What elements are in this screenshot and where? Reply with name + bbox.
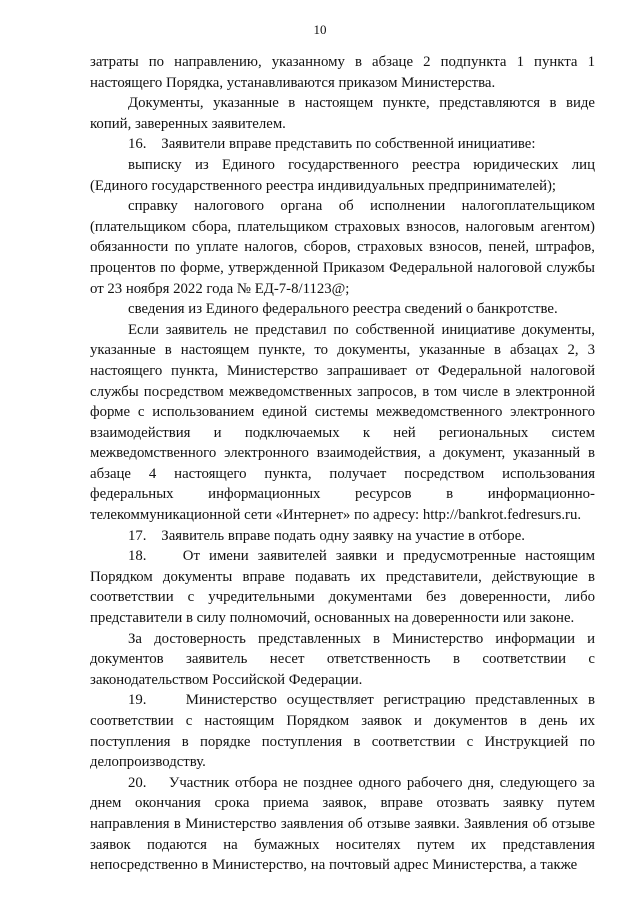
paragraph-7: Если заявитель не представил по собственной инициативе документы, указанные в настоящем пункте, то документы, указанные в абзацах 2, 3 настоящего пункта, Министерство запрашивает от Федеральной налоговой службы посредством межведомственных запросов, в том числе в электронной форме с использованием единой системы межведомственного электронного взаимодействия и подключаемых к ней региональных систем межведомственного электронного взаимодействия, а документ, указанный в абзаце 4 настоящего пункта, получает посредством использования федеральных информационных ресурсов в информационно-телекоммуникационной сети «Интернет» по адресу: http://bankrot.fedresurs.ru. [90,321,595,524]
paragraph-10: За достоверность представленных в Министерство информации и документов заявитель несет ответственность в соответствии с законодательством Российской Федерации. [90,630,595,688]
paragraph-8: 17. Заявитель вправе подать одну заявку на участие в отборе. [128,527,525,544]
paragraph-4: выписку из Единого государственного реестра юридических лиц (Единого государственного реестра индивидуальных предпринимателей); [90,156,595,194]
page-number: 10 [313,22,327,37]
paragraph-3: 16. Заявители вправе представить по собственной инициативе: [128,136,536,153]
paragraph-11: 19. Министерство осуществляет регистрацию представленных в соответствии с настоящим Порядком заявок и документов в день их поступления в порядке поступления в соответствии с Инструкцией по делопроизводству. [90,692,595,771]
paragraph-6: сведения из Единого федерального реестра сведений о банкротстве. [128,301,558,318]
paragraph-2: Документы, указанные в настоящем пункте, представляются в виде копий, заверенных заявителем. [90,95,595,132]
paragraph-9: 18. От имени заявителей заявки и предусмотренные настоящим Порядком документы вправе подавать их представители, действующие в соответствии с учредительными документами без доверенности, либо представители в силу полномочий, основанных на доверенности или законе. [90,548,595,627]
paragraph-5: справку налогового органа об исполнении налогоплательщиком (плательщиком сбора, плательщиком страховых взносов, налоговым агентом) обязанности по уплате налогов, сборов, страховых взносов, пеней, штрафов, процентов по форме, утвержденной Приказом Федеральной налоговой службы от 23 ноября 2022 года № ЕД-7-8/1123@; [90,198,595,297]
paragraph-12: 20. Участник отбора не позднее одного рабочего дня, следующего за днем окончания срока приема заявок, вправе отозвать заявку путем направления в Министерство заявления об отзыве заявки. Заявления об отзыве заявок подаются на бумажных носителях путем их представления непосредственно в Министерство, на почтовый адрес Министерства, а также [90,774,595,874]
paragraph-1: затраты по направлению, указанному в абзаце 2 подпункта 1 пункта 1 настоящего Порядка, устанавливаются приказом Министерства. [90,54,595,91]
document-body [90,52,595,876]
